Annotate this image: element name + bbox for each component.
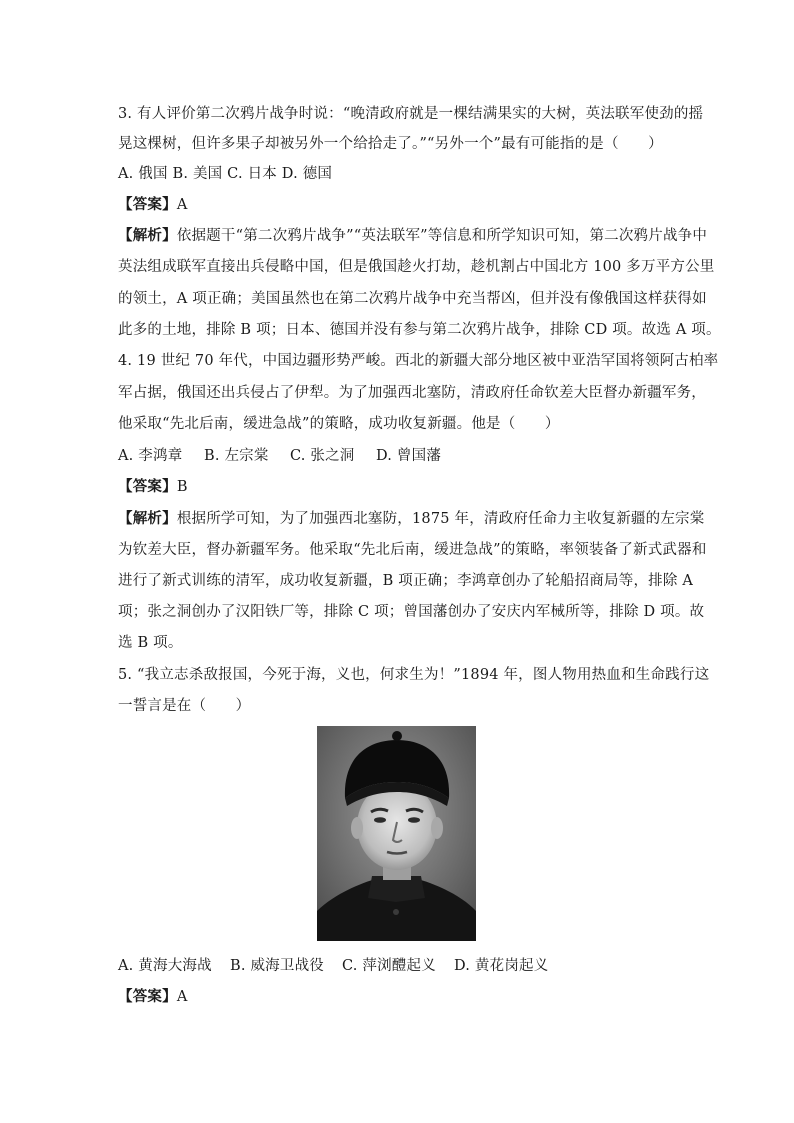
q5-stem-line-2: 一誓言是在（ ） [118,698,251,714]
q3-answer [118,195,688,215]
q4-options [118,446,688,466]
q4-analysis-line-1 [118,509,705,529]
q4-analysis-line-3: 进行了新式训练的清军，成功收复新疆，B 项正确；李鸿章创办了轮船招商局等，排除 A [118,573,694,589]
q5-option-a: A. 黄海大海战 [118,958,212,974]
q4-analysis-line-4: 项；张之洞创办了汉阳铁厂等，排除 C 项；曾国藩创办了安庆内军械所等，排除 D 项。故 [118,604,705,620]
q3-options: A. 俄国 B. 美国 C. 日本 D. 德国 [118,166,333,182]
q5-answer [118,987,688,1007]
q4-stem-line-1: 4. 19 世纪 70 年代，中国边疆形势严峻。西北的新疆大部分地区被中亚浩罕国将领阿古柏率 [118,353,719,369]
answer-label: 【答案】 [118,196,177,213]
q4-analysis-line-2: 为钦差大臣，督办新疆军务。他采取“先北后南，缓进急战”的策略，率领装备了新式武器和 [118,542,707,558]
q3-analysis-line-4: 此多的土地，排除 B 项；日本、德国并没有参与第二次鸦片战争，排除 CD 项。故选 A 项。 [118,322,721,338]
q4-analysis-line-5: 选 B 项。 [118,635,183,651]
analysis-text: 依据题干“第二次鸦片战争”“英法联军”等信息和所学知识可知，第二次鸦片战争中 [176,228,708,244]
answer-value: B [176,479,188,495]
answer-value: A [176,197,188,213]
portrait-illustration [317,726,476,941]
answer-label: 【答案】 [118,478,177,495]
q5-options [118,956,688,976]
q3-analysis-line-2: 英法组成联军直接出兵侵略中国，但是俄国趁火打劫，趁机割占中国北方 100 多万平方公里 [118,259,715,275]
q5-option-d: D. 黄花岗起义 [454,958,549,974]
answer-value: A [176,989,188,1005]
q3-stem-line-1: 3. 有人评价第二次鸦片战争时说：“晚清政府就是一棵结满果实的大树，英法联军使劲的摇 [118,106,704,122]
q4-answer [118,477,688,497]
q3-analysis-line-1 [118,226,708,246]
q4-option-b: B. 左宗棠 [204,448,269,464]
q4-stem-line-3: 他采取“先北后南，缓进急战”的策略，成功收复新疆。他是（ ） [118,416,560,432]
portrait-photo [317,726,476,941]
q4-option-c: C. 张之洞 [290,448,355,464]
analysis-label: 【解析】 [118,510,177,527]
q4-option-a: A. 李鸿章 [118,448,183,464]
q3-stem-line-2: 晃这棵树，但许多果子却被另外一个给拾走了。”“另外一个”最有可能指的是（ ） [118,136,663,152]
answer-label: 【答案】 [118,988,177,1005]
q5-stem-line-1: 5. “我立志杀敌报国，今死于海，义也，何求生为！”1894 年，图人物用热血和生命践行这 [118,667,710,683]
q4-stem-line-2: 军占据，俄国还出兵侵占了伊犁。为了加强西北塞防，清政府任命钦差大臣督办新疆军务， [118,385,706,401]
q4-option-d: D. 曾国藩 [376,448,442,464]
q5-option-c: C. 萍浏醴起义 [342,958,436,974]
analysis-text: 根据所学可知，为了加强西北塞防，1875 年，清政府任命力主收复新疆的左宗棠 [176,511,705,527]
q3-analysis-line-3: 的领土，A 项正确；美国虽然也在第二次鸦片战争中充当帮凶，但并没有像俄国这样获得如 [118,291,707,307]
analysis-label: 【解析】 [118,227,177,244]
q5-option-b: B. 威海卫战役 [230,958,324,974]
